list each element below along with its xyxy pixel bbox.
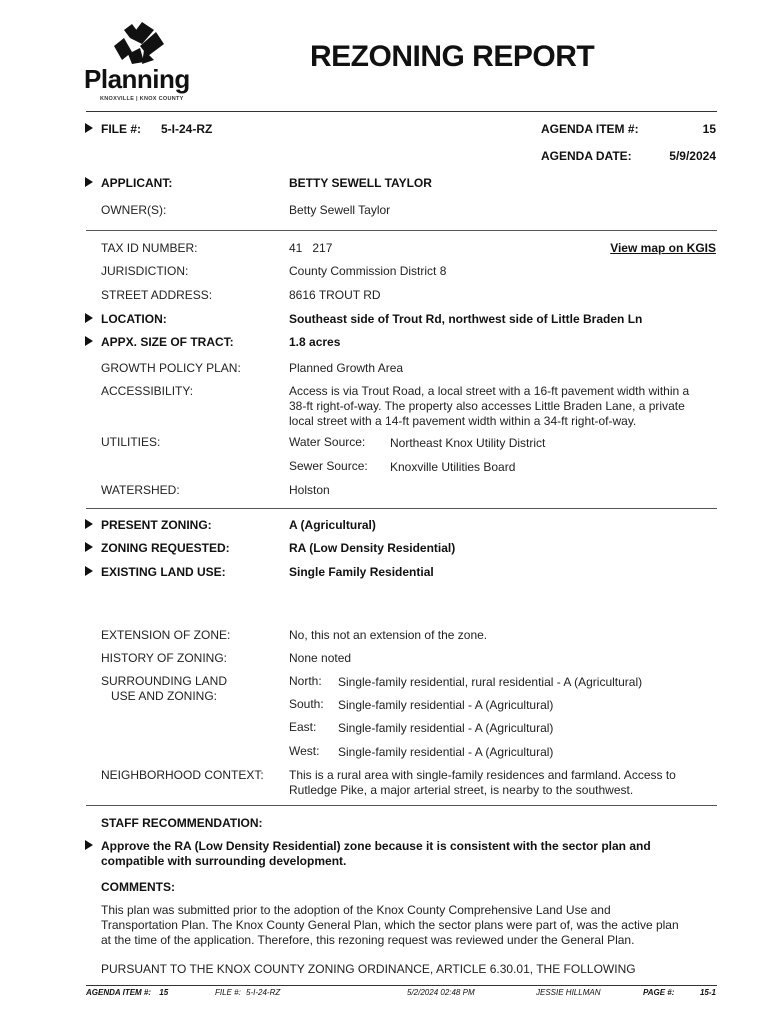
recommendation-line: compatible with surrounding development. [101, 854, 347, 868]
staff-recommendation-text [101, 839, 721, 869]
present-zoning-label: PRESENT ZONING: [101, 518, 212, 532]
east-label: East: [289, 720, 317, 734]
applicant-arrow-icon [85, 177, 93, 187]
watershed-value: Holston [289, 483, 330, 497]
existing-land-use-value: Single Family Residential [289, 565, 434, 579]
recommendation-arrow-icon [85, 840, 93, 850]
south-label: South: [289, 697, 324, 711]
file-arrow-icon [85, 123, 93, 133]
comments-heading: COMMENTS: [101, 880, 175, 894]
watershed-label: WATERSHED: [101, 483, 180, 497]
planning-logo-mark [84, 20, 196, 70]
water-source-value: Northeast Knox Utility District [390, 436, 546, 450]
agenda-item-label: AGENDA ITEM #: [541, 122, 639, 136]
comments-line: at the time of the application. Therefore, this rezoning request was reviewed under the General Plan. [101, 933, 635, 947]
extension-of-zone-value: No, this not an extension of the zone. [289, 628, 488, 642]
growth-policy-label: GROWTH POLICY PLAN: [101, 361, 241, 375]
zoning-divider [86, 805, 717, 806]
header-divider [86, 111, 717, 112]
logo-subtitle: KNOXVILLE | KNOX COUNTY [100, 96, 184, 102]
jurisdiction-value: County Commission District 8 [289, 264, 447, 278]
agenda-date-label: AGENDA DATE: [541, 149, 632, 163]
pursuant-text: PURSUANT TO THE KNOX COUNTY ZONING ORDINANCE, ARTICLE 6.30.01, THE FOLLOWING [101, 962, 636, 976]
surrounding-label-line: SURROUNDING LAND [101, 674, 228, 688]
accessibility-line: local street with a 14-ft pavement width within a 34-ft right-of-way. [289, 414, 637, 428]
south-value: Single-family residential - A (Agricultural) [338, 698, 554, 712]
footer-page [643, 988, 674, 997]
comments-line: Transportation Plan. The Knox County General Plan, which the sector plans were part of, was the active plan [101, 918, 679, 932]
extension-of-zone-label: EXTENSION OF ZONE: [101, 628, 231, 642]
footer-file-label: FILE #: [215, 988, 241, 997]
accessibility-line: Access is via Trout Road, a local street with a 16-ft pavement width within a [289, 384, 690, 398]
tract-size-value: 1.8 acres [289, 335, 341, 349]
north-label: North: [289, 674, 322, 688]
neighborhood-context-label: NEIGHBORHOOD CONTEXT: [101, 768, 264, 782]
comments-text [101, 903, 721, 948]
report-title: REZONING REPORT [310, 40, 595, 73]
location-label: LOCATION: [101, 312, 167, 326]
comments-line: This plan was submitted prior to the adoption of the Knox County Comprehensive Land Use and [101, 903, 611, 917]
property-divider [86, 508, 717, 509]
west-value: Single-family residential - A (Agricultural) [338, 745, 554, 759]
neighborhood-context-line: This is a rural area with single-family residences and farmland. Access to [289, 768, 676, 782]
west-label: West: [289, 744, 320, 758]
tract-size-arrow-icon [85, 336, 93, 346]
footer-agenda-value: 15 [159, 988, 169, 997]
present-zoning-value: A (Agricultural) [289, 518, 376, 532]
owner-label: OWNER(S): [101, 203, 167, 217]
recommendation-line: Approve the RA (Low Density Residential) zone because it is consistent with the sector plan and [101, 839, 651, 853]
file-value: 5-I-24-RZ [161, 122, 213, 136]
footer-page-number: 15-1 [699, 988, 716, 997]
agenda-item-value: 15 [702, 122, 716, 136]
location-value: Southeast side of Trout Rd, northwest side of Little Braden Ln [289, 312, 643, 326]
footer-file [215, 988, 280, 997]
history-of-zoning-label: HISTORY OF ZONING: [101, 651, 228, 665]
accessibility-line: 38-ft right-of-way. The property also accesses Little Braden Lane, a private [289, 399, 685, 413]
neighborhood-context-line: Rutledge Pike, a major arterial street, is nearby to the southwest. [289, 783, 634, 797]
footer-divider [86, 985, 717, 986]
east-value: Single-family residential - A (Agricultural) [338, 721, 554, 735]
neighborhood-context-text [289, 768, 719, 798]
location-arrow-icon [85, 313, 93, 323]
footer-agenda-item [86, 988, 168, 997]
existing-land-use-label: EXISTING LAND USE: [101, 565, 226, 579]
applicant-divider [86, 230, 717, 231]
water-source-label: Water Source: [289, 435, 366, 449]
footer-file-value: 5-I-24-RZ [246, 988, 281, 997]
footer-timestamp: 5/2/2024 02:48 PM [407, 988, 475, 997]
applicant-value: BETTY SEWELL TAYLOR [289, 176, 432, 190]
agenda-date-value: 5/9/2024 [669, 149, 716, 163]
tax-id-value: 41 217 [289, 241, 333, 255]
street-address-label: STREET ADDRESS: [101, 288, 213, 302]
zoning-requested-label: ZONING REQUESTED: [101, 541, 230, 555]
tract-size-label: APPX. SIZE OF TRACT: [101, 335, 234, 349]
jurisdiction-label: JURISDICTION: [101, 264, 189, 278]
sewer-source-value: Knoxville Utilities Board [390, 460, 516, 474]
footer-agenda-label: AGENDA ITEM #: [86, 988, 152, 997]
logo-name: Planning [84, 64, 190, 94]
growth-policy-value: Planned Growth Area [289, 361, 404, 375]
planning-logo [84, 20, 196, 104]
view-map-kgis-link[interactable]: View map on KGIS [610, 241, 716, 255]
accessibility-text [289, 384, 719, 429]
north-value: Single-family residential, rural residential - A (Agricultural) [338, 675, 643, 689]
accessibility-label: ACCESSIBILITY: [101, 384, 194, 398]
file-label: FILE #: [101, 122, 142, 136]
owner-value: Betty Sewell Taylor [289, 203, 391, 217]
staff-recommendation-heading: STAFF RECOMMENDATION: [101, 816, 263, 830]
zoning-requested-value: RA (Low Density Residential) [289, 541, 456, 555]
applicant-label: APPLICANT: [101, 176, 173, 190]
surrounding-label-line: USE AND ZONING: [111, 689, 218, 703]
street-address-value: 8616 TROUT RD [289, 288, 381, 302]
footer-author: JESSIE HILLMAN [536, 988, 601, 997]
existing-land-use-arrow-icon [85, 566, 93, 576]
utilities-label: UTILITIES: [101, 435, 161, 449]
sewer-source-label: Sewer Source: [289, 459, 368, 473]
zoning-requested-arrow-icon [85, 542, 93, 552]
present-zoning-arrow-icon [85, 519, 93, 529]
tax-id-label: TAX ID NUMBER: [101, 241, 198, 255]
surrounding-label [101, 674, 227, 704]
history-of-zoning-value: None noted [289, 651, 352, 665]
footer-page-label: PAGE #: [643, 988, 675, 997]
